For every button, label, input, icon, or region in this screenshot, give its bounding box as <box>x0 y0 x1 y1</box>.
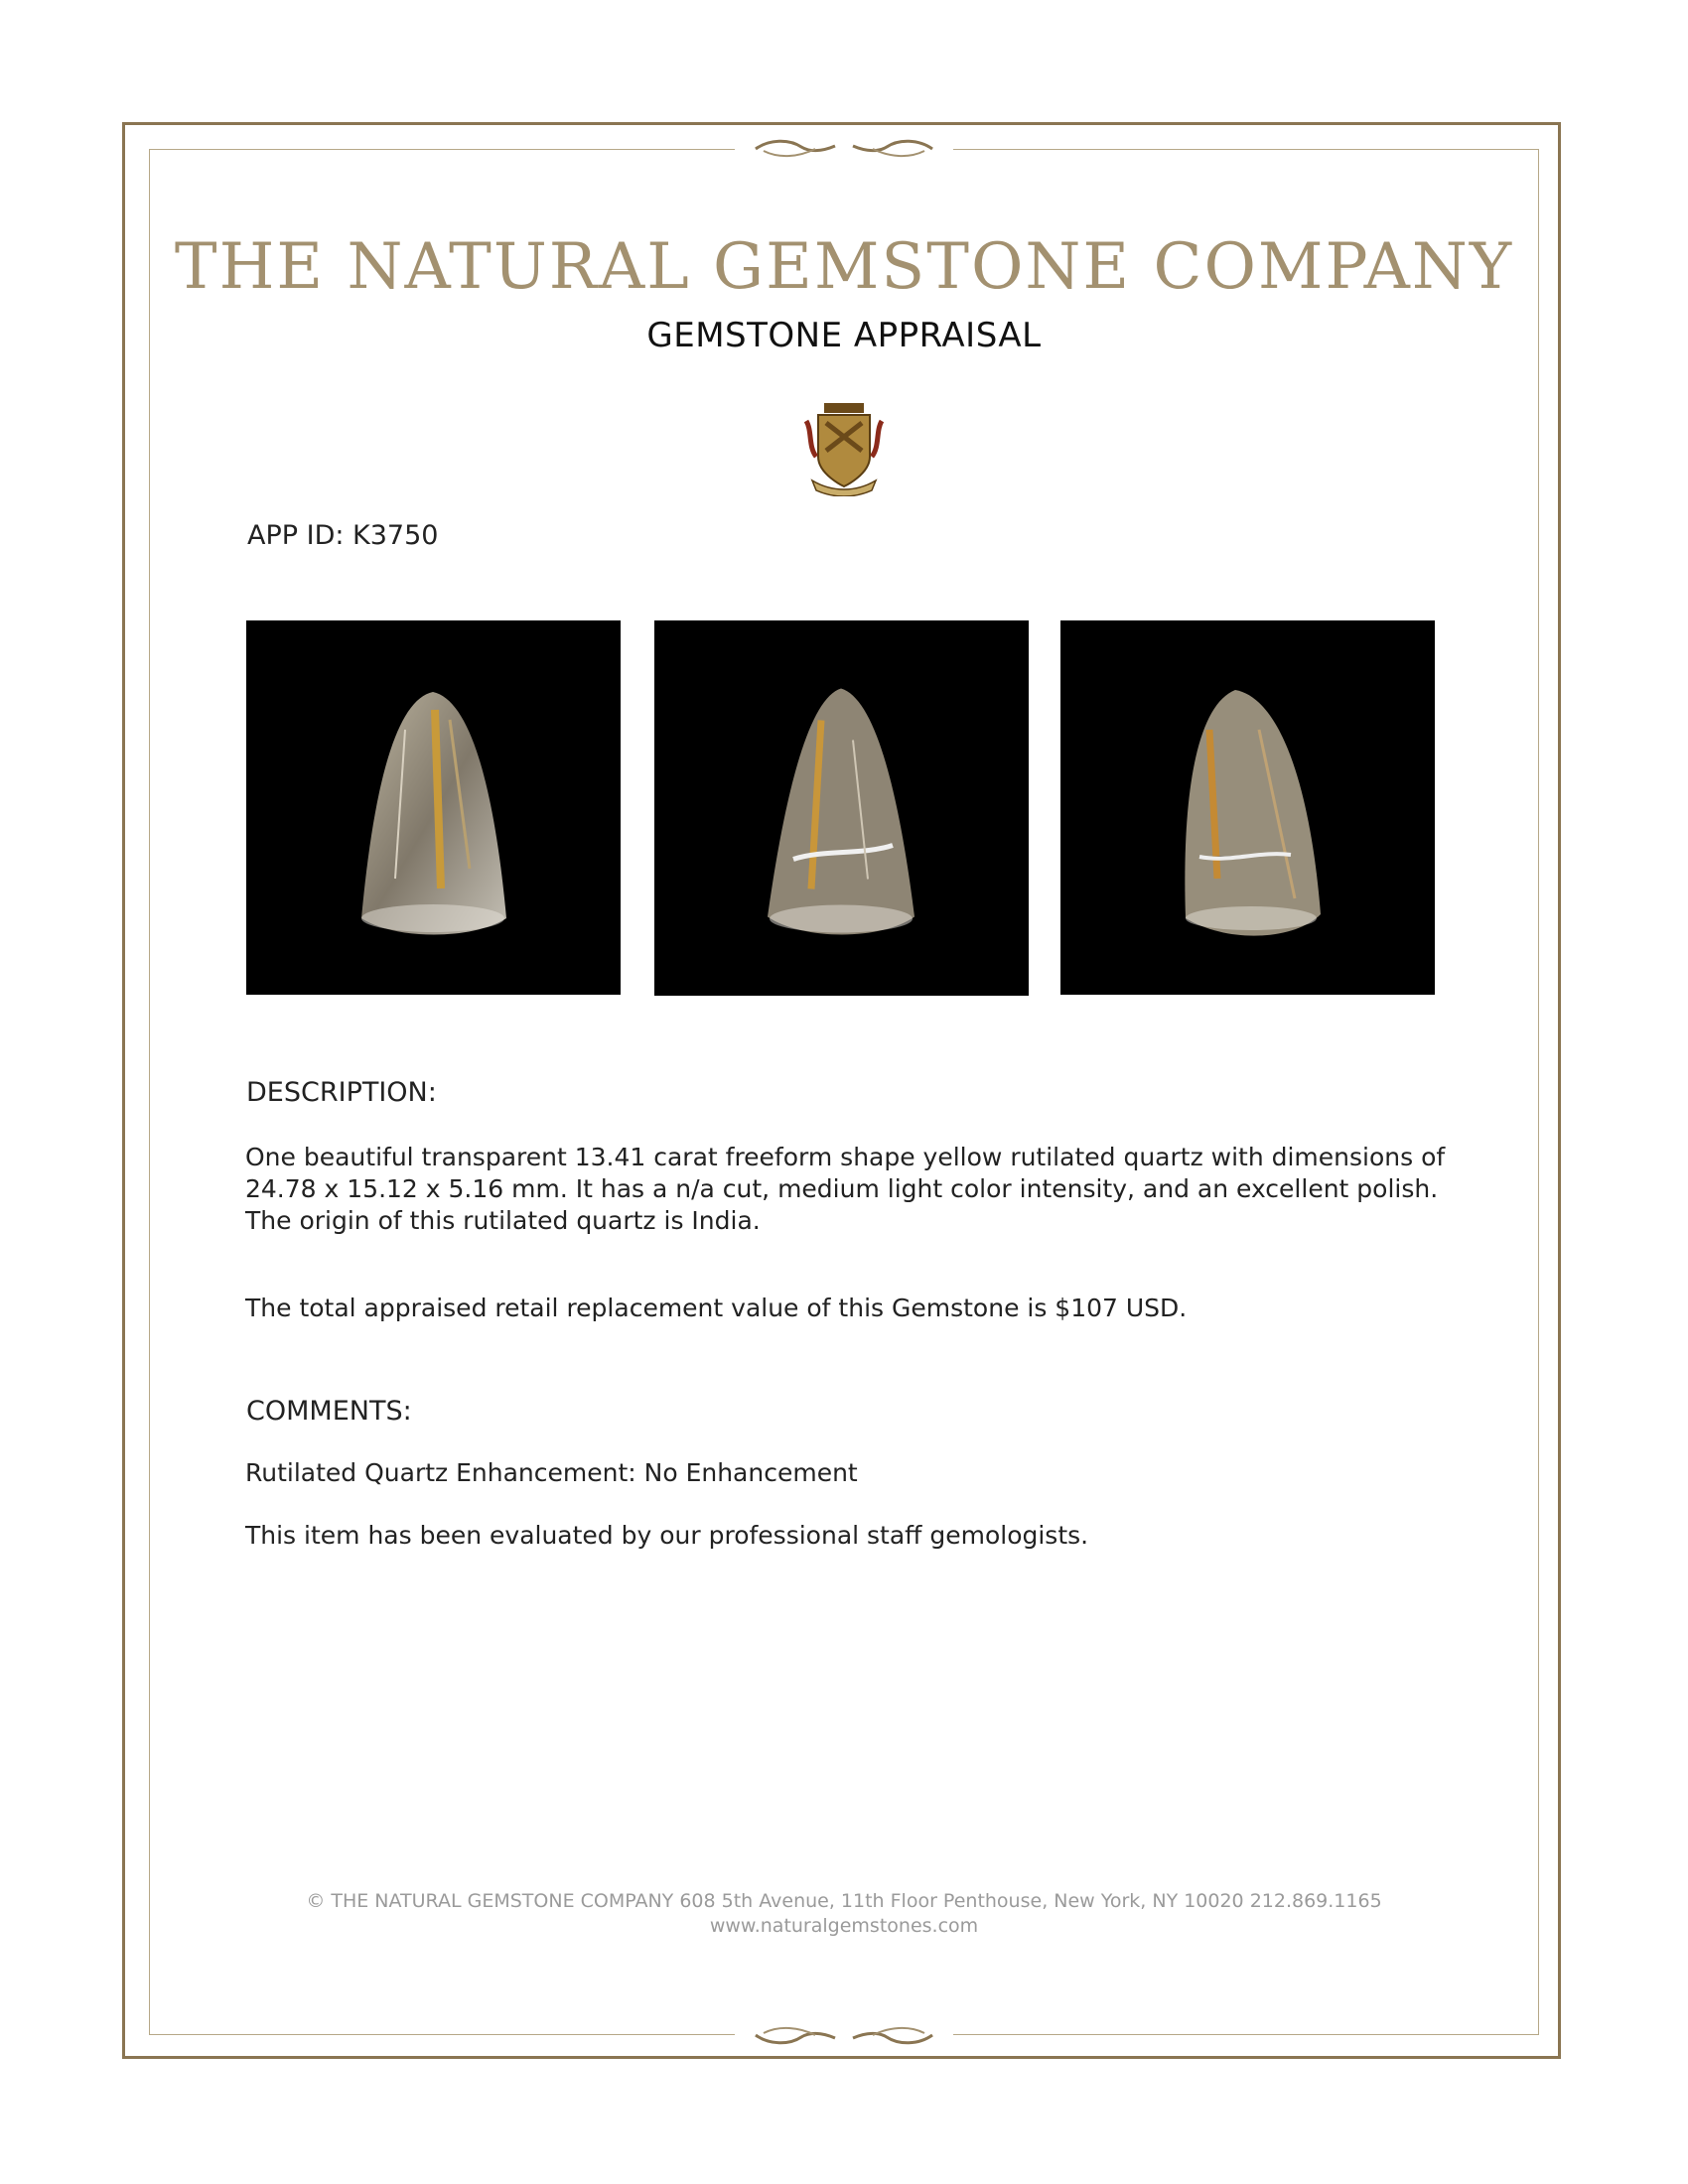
bottom-scroll-ornament <box>735 2015 953 2055</box>
top-scroll-ornament <box>735 129 953 169</box>
company-name: THE NATURAL GEMSTONE COMPANY <box>174 230 1514 304</box>
gemstone-photo-side <box>654 620 1029 996</box>
appraised-value-text: The total appraised retail replacement value of this Gemstone is $107 USD. <box>245 1294 1188 1322</box>
footer-address: © THE NATURAL GEMSTONE COMPANY 608 5th Avenue, 11th Floor Penthouse, New York, NY 10020 212.869.1165 <box>306 1890 1382 1912</box>
gemstone-photo-front <box>246 620 621 995</box>
document-title: GEMSTONE APPRAISAL <box>646 316 1042 355</box>
footer-website: www.naturalgemstones.com <box>709 1915 979 1937</box>
comments-heading: COMMENTS: <box>246 1396 412 1427</box>
company-crest-logo <box>802 401 886 496</box>
enhancement-text: Rutilated Quartz Enhancement: No Enhancement <box>245 1458 858 1487</box>
gemstone-photo-angled <box>1060 620 1435 995</box>
description-heading: DESCRIPTION: <box>246 1077 437 1108</box>
description-text: One beautiful transparent 13.41 carat freeform shape yellow rutilated quartz with dimensions of 24.78 x 15.12 x 5.16 mm. It has a n/a cut, medium light color intensity, and an excellent polish. The origin of this rutilated quartz is India. <box>245 1143 1446 1235</box>
appraisal-id: APP ID: K3750 <box>247 520 439 551</box>
evaluation-text: This item has been evaluated by our professional staff gemologists. <box>245 1521 1089 1550</box>
